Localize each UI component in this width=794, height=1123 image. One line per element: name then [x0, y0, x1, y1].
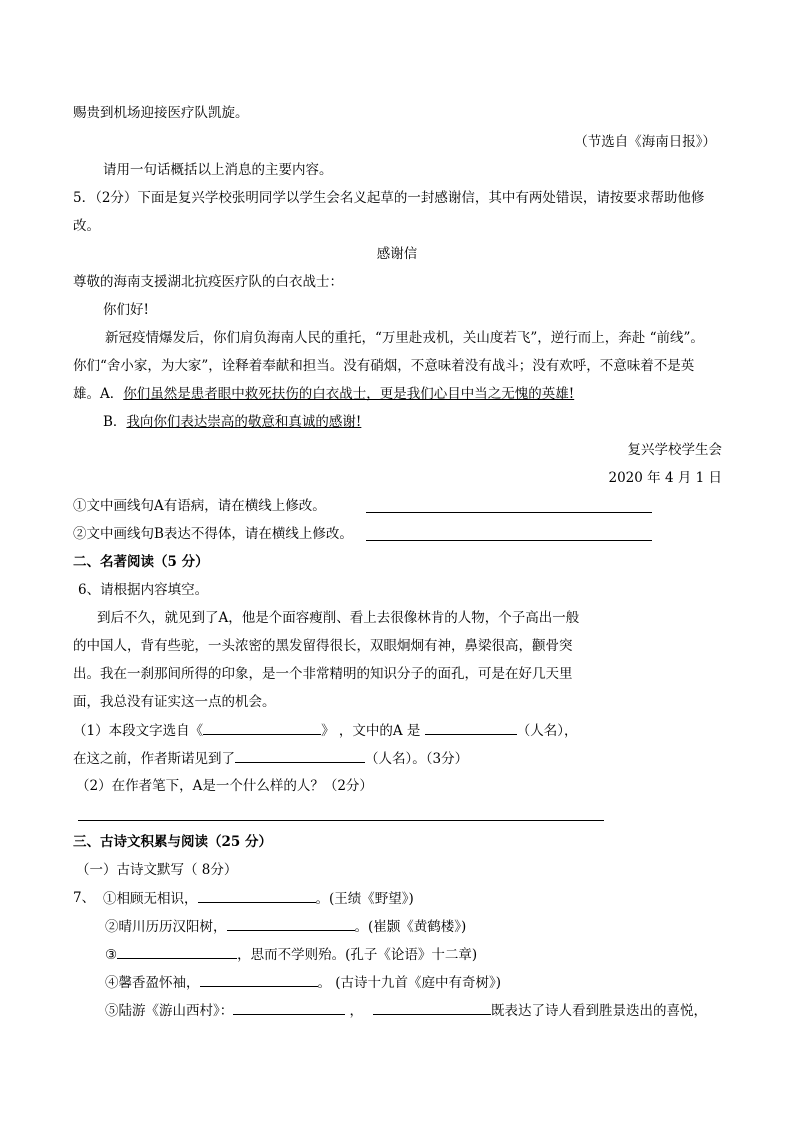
- answer-line-task-2[interactable]: [366, 540, 652, 541]
- blank-item5-first[interactable]: [233, 1001, 345, 1015]
- blank-item5-second[interactable]: [373, 1001, 491, 1015]
- letter-body-line2: 你们“舍小家，为大家”，诠释着奉献和担当。没有硝烟，不意味着没有战斗；没有欢呼，不意味着不是英: [73, 358, 695, 374]
- q7-item2-part-b: 。(崔颢《黄鹤楼》): [354, 919, 467, 935]
- q6-sub1-line2: [73, 749, 468, 768]
- blank-person-a[interactable]: [425, 721, 517, 735]
- q5-intro-line1: 5．（2分）下面是复兴学校张明同学以学生会名义起草的一封感谢信，其中有两处错误，请按要求帮助他修: [73, 190, 705, 206]
- section3-heading: 三、古诗文积累与阅读（25 分）: [73, 834, 272, 850]
- q4-prompt: 请用一句话概括以上消息的主要内容。: [103, 162, 333, 178]
- letter-greeting: 你们好!: [103, 302, 149, 318]
- q7-item2: [105, 917, 466, 936]
- letter-title: 感谢信: [376, 246, 418, 262]
- sentence-b-underlined: 我向你们表达崇高的敬意和真诚的感谢!: [126, 414, 362, 430]
- q6-sub1-line2-part-a: 在这之前，作者斯诺见到了: [73, 751, 235, 767]
- q7-item3-part-a: ③: [105, 947, 118, 963]
- blank-item1[interactable]: [198, 889, 316, 903]
- q7-item3-part-b: ，思而不学则殆。(孔子《论语》十二章): [237, 947, 478, 963]
- q7-item1-part-a: ①相顾无相识，: [103, 891, 198, 907]
- blank-item4[interactable]: [200, 973, 318, 987]
- letter-body-line1: 新冠疫情爆发后，你们肩负海南人民的重托，“万里赴戎机，关山度若飞”，逆行而上，奔赴 “前线”。: [105, 330, 704, 346]
- passage-line1: 到后不久，就见到了A，他是个面容瘦削、看上去很像林肯的人物，个子高出一般: [97, 610, 580, 626]
- q7-item5-part-b: ，: [345, 1003, 364, 1019]
- q7-item5-part-a: ⑤陆游《游山西村》：: [105, 1003, 234, 1019]
- section2-heading: 二、名著阅读（5 分）: [73, 554, 209, 570]
- blank-item3[interactable]: [117, 945, 237, 959]
- q5-task-2: ②文中画线句B表达不得体，请在横线上修改。: [73, 526, 353, 542]
- q6-sub1-part-b: 》 ，文中的A 是: [321, 723, 425, 739]
- letter-signature: 复兴学校学生会: [627, 442, 722, 458]
- letter-sentence-b: [103, 413, 361, 431]
- q5-task-1: ①文中画线句A有语病，请在横线上修改。: [73, 498, 326, 514]
- sentence-b-label: B．: [103, 414, 127, 430]
- q7-item5-part-c: 既表达了诗人看到胜景迭出的喜悦，: [491, 1003, 708, 1019]
- passage-line4: 面，我总没有证实这一点的机会。: [73, 694, 276, 710]
- sentence-a-underlined: 你们虽然是患者眼中救死扶伤的白衣战士，更是我们心目中当之无愧的英雄!: [123, 386, 575, 402]
- q6-sub1-line1: [73, 721, 577, 740]
- passage-line3: 出。我在一刹那间所得的印象，是一个非常精明的知识分子的面孔，可是在好几天里: [73, 666, 573, 682]
- blank-item2[interactable]: [227, 917, 355, 931]
- letter-date: 2020 年 4 月 1 日: [608, 470, 722, 486]
- letter-salutation: 尊敬的海南支援湖北抗疫医疗队的白衣战士：: [73, 274, 343, 290]
- q4-text-end: 赐贵到机场迎接医疗队凯旋。: [73, 105, 249, 121]
- sentence-a-label: 雄。A．: [73, 386, 124, 402]
- blank-book-title[interactable]: [203, 721, 321, 735]
- blank-person-before[interactable]: [235, 749, 365, 763]
- q7-item4-part-b: 。 (古诗十九首《庭中有奇树》): [317, 975, 502, 991]
- q7-item4: [105, 973, 501, 992]
- passage-line2: 的中国人，背有些驼，一头浓密的黑发留得很长，双眼炯炯有神，鼻梁很高，颧骨突: [73, 638, 573, 654]
- answer-line-task-1[interactable]: [366, 512, 652, 513]
- q6-sub1-part-a: （1）本段文字选自《: [73, 723, 204, 739]
- q6-prompt: 6、请根据内容填空。: [78, 582, 209, 598]
- q7-item4-part-a: ④馨香盈怀袖，: [105, 975, 200, 991]
- letter-body-line3: [73, 385, 574, 403]
- q4-source: （节选自《海南日报》）: [574, 134, 716, 150]
- q6-sub1-part-c: （人名），: [516, 723, 578, 739]
- q6-sub2: （2）在作者笔下，A是一个什么样的人？（2分）: [76, 778, 373, 794]
- answer-line-sub2[interactable]: [78, 820, 604, 821]
- q7-item3: [105, 945, 477, 964]
- q7-number: 7、: [73, 890, 96, 906]
- section3-sub-heading: （一）古诗文默写（ 8分）: [76, 862, 238, 878]
- q5-intro-line2: 改。: [73, 218, 100, 234]
- q7-item2-part-a: ②晴川历历汉阳树，: [105, 919, 227, 935]
- q7-item5: [105, 1001, 707, 1020]
- q7-item1-part-b: 。(王绩《野望》): [315, 891, 414, 907]
- q7-item1: [103, 889, 414, 908]
- q6-sub1-line2-part-b: （人名）。（3分）: [365, 751, 469, 767]
